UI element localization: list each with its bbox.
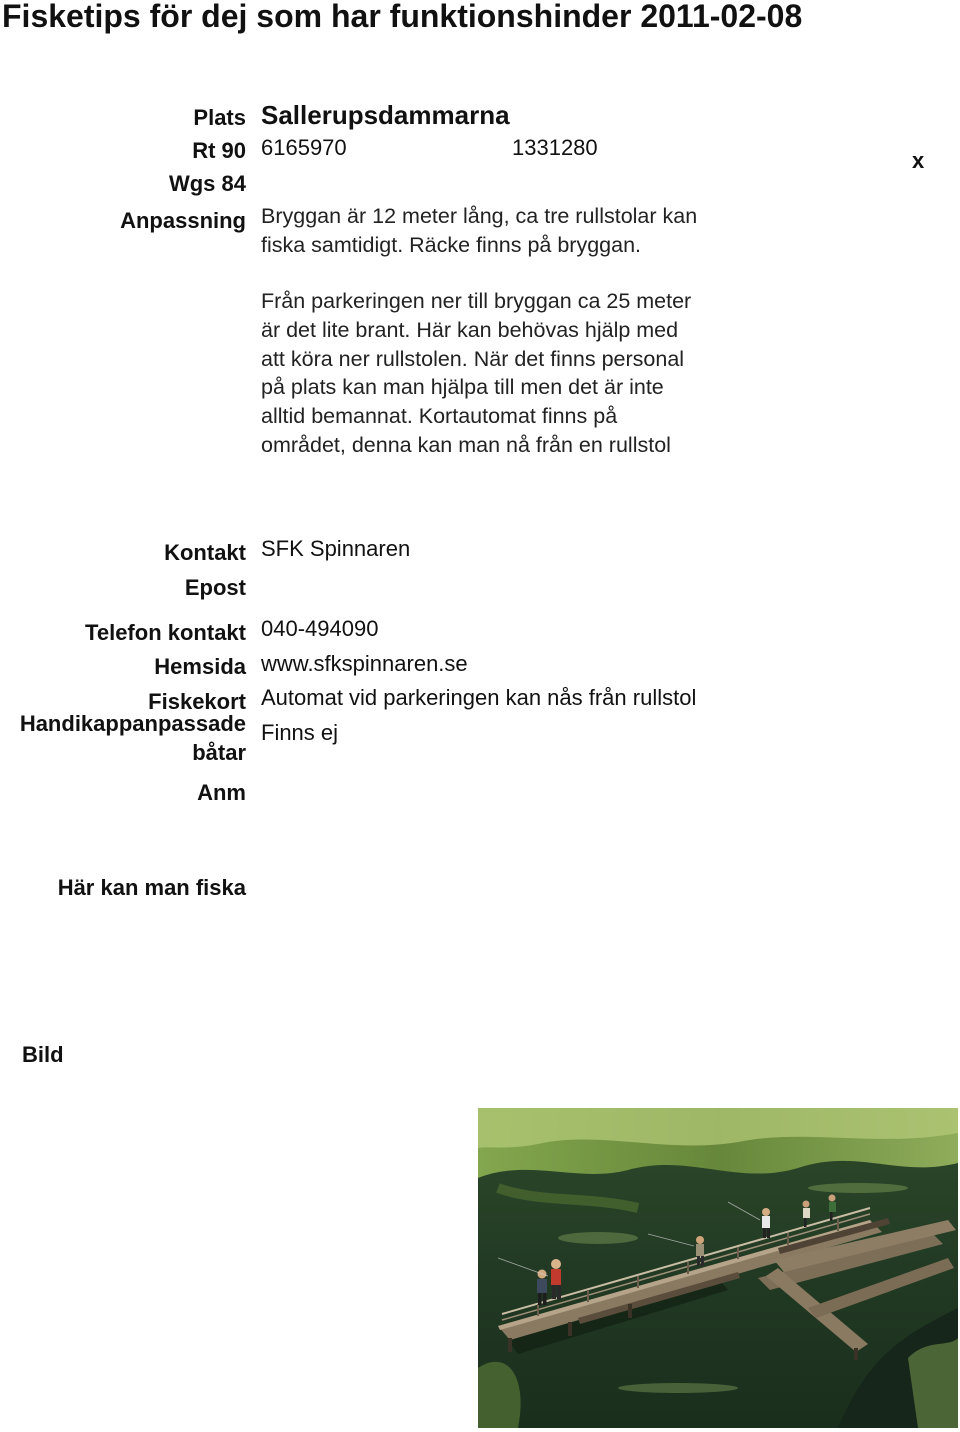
label-anm: Anm	[197, 780, 246, 805]
value-hemsida[interactable]: www.sfkspinnaren.se	[261, 651, 468, 676]
value-kontakt: SFK Spinnaren	[261, 536, 411, 561]
label-plats: Plats	[193, 105, 246, 130]
value-anpassning-p1: Bryggan är 12 meter lång, ca tre rullstolar kan fiska samtidigt. Räcke finns på bryggan.	[261, 204, 698, 257]
label-rt90: Rt 90	[192, 138, 246, 163]
label-kontakt: Kontakt	[164, 540, 246, 565]
label-har-kan-man-fiska: Här kan man fiska	[57, 875, 246, 900]
value-plats: Sallerupsdammarna	[261, 100, 510, 130]
value-rt90-y: 1331280	[512, 135, 598, 160]
label-handikappanpassade-batar	[20, 709, 246, 767]
label-handikapp-line1: Handikappanpassade	[19, 711, 246, 736]
label-wgs84: Wgs 84	[168, 171, 246, 196]
label-epost: Epost	[184, 575, 246, 600]
value-anpassning-p2: Från parkeringen ner till bryggan ca 25 meter är det lite brant. Här kan behövas hjälp med att köra ner rullstolen. När det finns personal på plats kan man hjälpa till men det är inte alltid bemannat. Kortautomat finns på området, denna kan man nå från en rullstol	[261, 289, 692, 457]
checkbox-mark: x	[912, 148, 925, 173]
value-telefon: 040-494090	[261, 616, 379, 641]
label-anpassning: Anpassning	[120, 208, 246, 233]
label-handikapp-line2: båtar	[192, 740, 246, 765]
label-hemsida: Hemsida	[154, 654, 246, 679]
fishing-pier-photo	[478, 1108, 958, 1428]
label-telefon: Telefon kontakt	[85, 620, 246, 645]
value-rt90-x: 6165970	[261, 135, 347, 160]
value-fiskekort: Automat vid parkeringen kan nås från rullstol	[261, 685, 697, 710]
label-fiskekort: Fiskekort	[148, 689, 246, 714]
photo-drawing	[478, 1108, 958, 1428]
label-bild: Bild	[22, 1042, 64, 1067]
value-handikapp: Finns ej	[261, 720, 339, 745]
page-title: Fisketips för dej som har funktionshinder 2011-02-08	[2, 0, 803, 34]
